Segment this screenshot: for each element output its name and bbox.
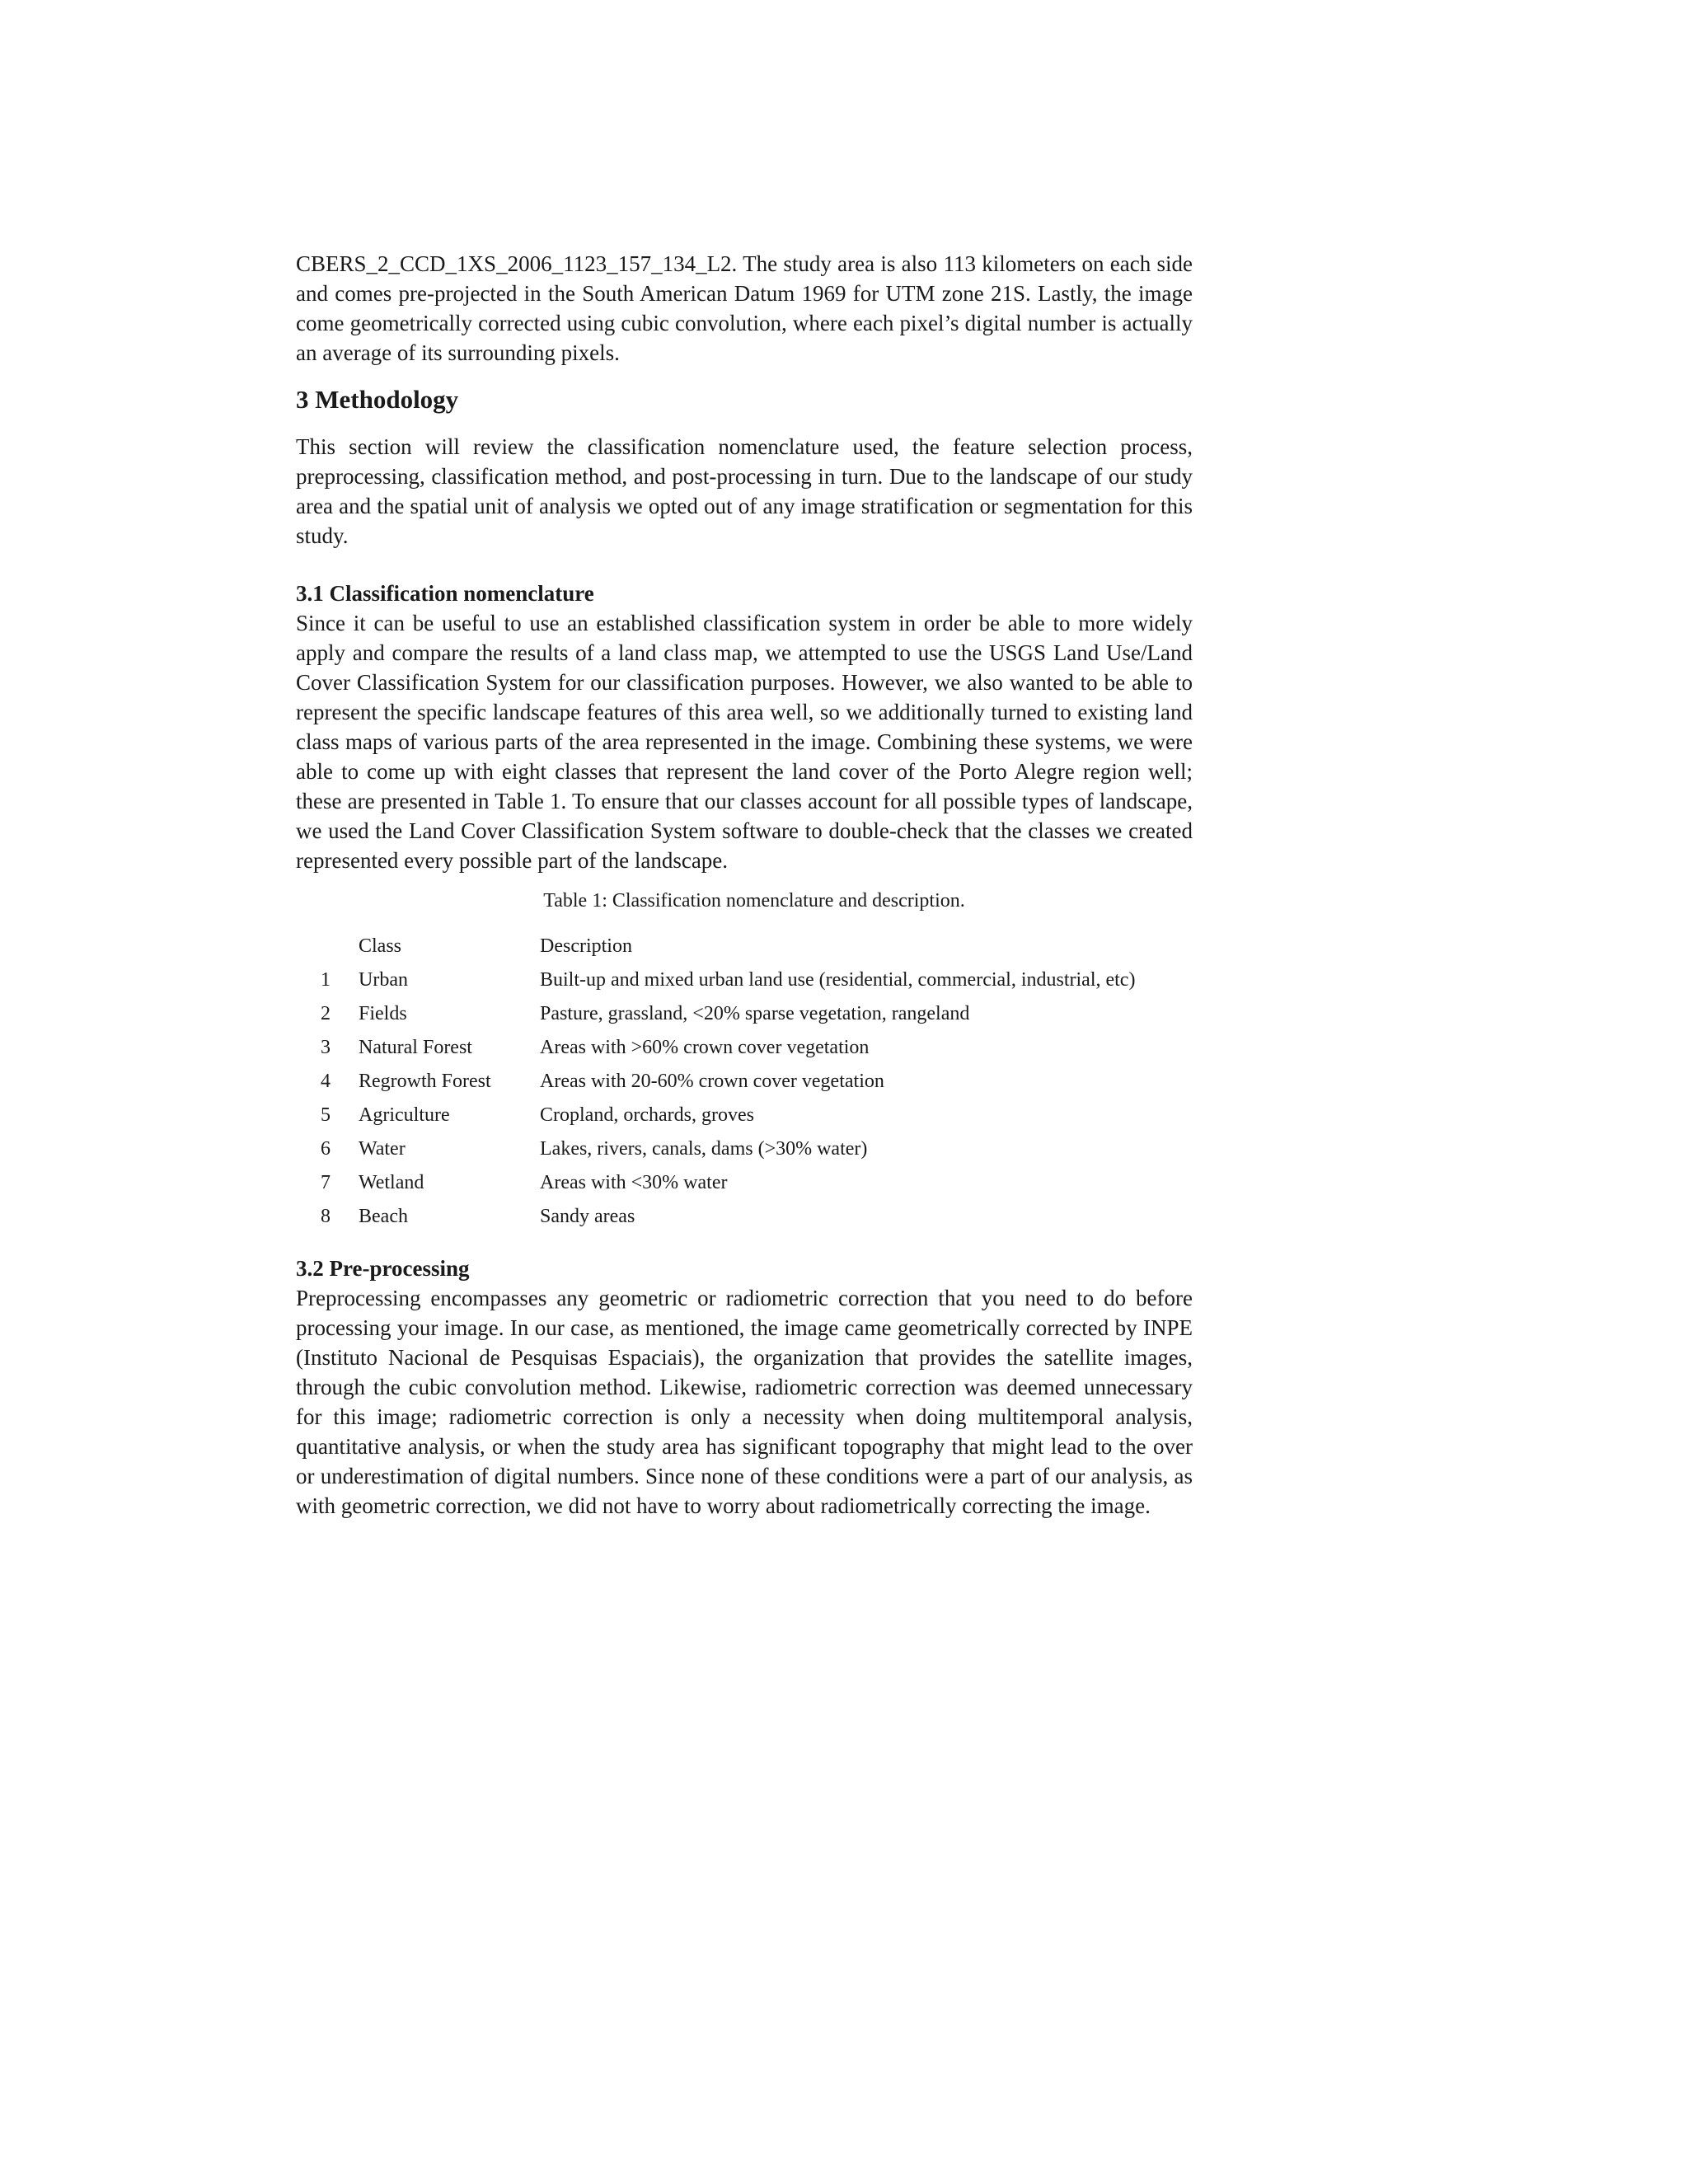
section-3-1-paragraph: Since it can be useful to use an established classification system in order be able to more widely apply and compare the results of a land class map, we attempted to use the USGS Land Use/Land Cover Classification System for our classification purposes. However, we also wanted to be able to represent the specific landscape features of this area well, so we additionally turned to existing land class maps of various parts of the area represented in the image. Combining these systems, we were able to come up with eight classes that represent the land cover of the Porto Alegre region well; these are presented in Table 1. To ensure that our classes account for all possible types of landscape, we used the Land Cover Classification System software to double-check that the classes we created represented every possible part of the landscape. [296, 611, 1193, 873]
table-header-num [296, 930, 331, 963]
table-cell-class: Water [359, 1138, 406, 1160]
table-cell-num: 2 [321, 1003, 331, 1024]
table-row [296, 997, 1135, 1031]
table-header-description: Description [540, 935, 632, 957]
table-row [296, 1065, 1135, 1099]
table-cell-description: Built-up and mixed urban land use (residential, commercial, industrial, etc) [540, 969, 1136, 991]
table-row [296, 1031, 1135, 1065]
table-cell-num: 3 [321, 1037, 331, 1058]
table-cell-class: Wetland [359, 1172, 424, 1193]
table-cell-class: Beach [359, 1206, 408, 1227]
table-row [296, 1099, 1135, 1132]
table-cell-description: Areas with 20-60% crown cover vegetation [540, 1071, 884, 1092]
table-cell-class: Fields [359, 1003, 407, 1024]
table-row [296, 1200, 1135, 1234]
table-1-caption: Table 1: Classification nomenclature and description. [543, 890, 965, 912]
document-page [296, 249, 1193, 1521]
table-cell-description: Lakes, rivers, canals, dams (>30% water) [540, 1138, 868, 1160]
intro-paragraph: CBERS_2_CCD_1XS_2006_1123_157_134_L2. The study area is also 113 kilometers on each side and comes pre-projected in the South American Datum 1969 for UTM zone 21S. Lastly, the image come geometrically corrected using cubic convolution, where each pixel’s digital number is actually an average of its surrounding pixels. [296, 251, 1193, 365]
section-3-heading: 3 Methodology [296, 385, 459, 414]
table-cell-num: 4 [321, 1071, 331, 1092]
section-3-2-paragraph: Preprocessing encompasses any geometric or radiometric correction that you need to do before processing your image. In our case, as mentioned, the image came geometrically corrected by INPE (Instituto Nacional de Pesquisas Espaciais), the organization that provides the satellite images, through the cubic convolution method. Likewise, radiometric correction was deemed unnecessary for this image; radiometric correction is only a necessity when doing multitemporal analysis, quantitative analysis, or when the study area has significant topography that might lead to the over or underestimation of digital numbers. Since none of these conditions were a part of our analysis, as with geometric correction, we did not have to worry about radiometrically correcting the image. [296, 1286, 1193, 1518]
table-cell-num: 5 [321, 1104, 331, 1126]
table-row [296, 1166, 1135, 1200]
classification-table [296, 930, 1135, 1234]
table-cell-num: 1 [321, 969, 331, 991]
section-3-1-heading: 3.1 Classification nomenclature [296, 581, 594, 606]
table-cell-class: Agriculture [359, 1104, 450, 1126]
section-3-2-heading: 3.2 Pre-processing [296, 1256, 470, 1281]
table-cell-num: 7 [321, 1172, 331, 1193]
table-cell-num: 8 [321, 1206, 331, 1227]
table-cell-description: Areas with >60% crown cover vegetation [540, 1037, 870, 1058]
table-cell-num: 6 [321, 1138, 331, 1160]
table-cell-class: Regrowth Forest [359, 1071, 491, 1092]
table-header-class: Class [359, 935, 402, 957]
table-cell-description: Pasture, grassland, <20% sparse vegetation, rangeland [540, 1003, 970, 1024]
table-cell-class: Urban [359, 969, 408, 991]
section-3-paragraph: This section will review the classification nomenclature used, the feature selection process, preprocessing, classification method, and post-processing in turn. Due to the landscape of our study area and the spatial unit of analysis we opted out of any image stratification or segmentation for this study. [296, 434, 1193, 548]
table-cell-class: Natural Forest [359, 1037, 472, 1058]
table-cell-description: Areas with <30% water [540, 1172, 728, 1193]
table-cell-description: Sandy areas [540, 1206, 635, 1227]
table-row [296, 1132, 1135, 1166]
table-row [296, 963, 1135, 997]
table-header-row [296, 930, 1135, 963]
table-cell-description: Cropland, orchards, groves [540, 1104, 754, 1126]
